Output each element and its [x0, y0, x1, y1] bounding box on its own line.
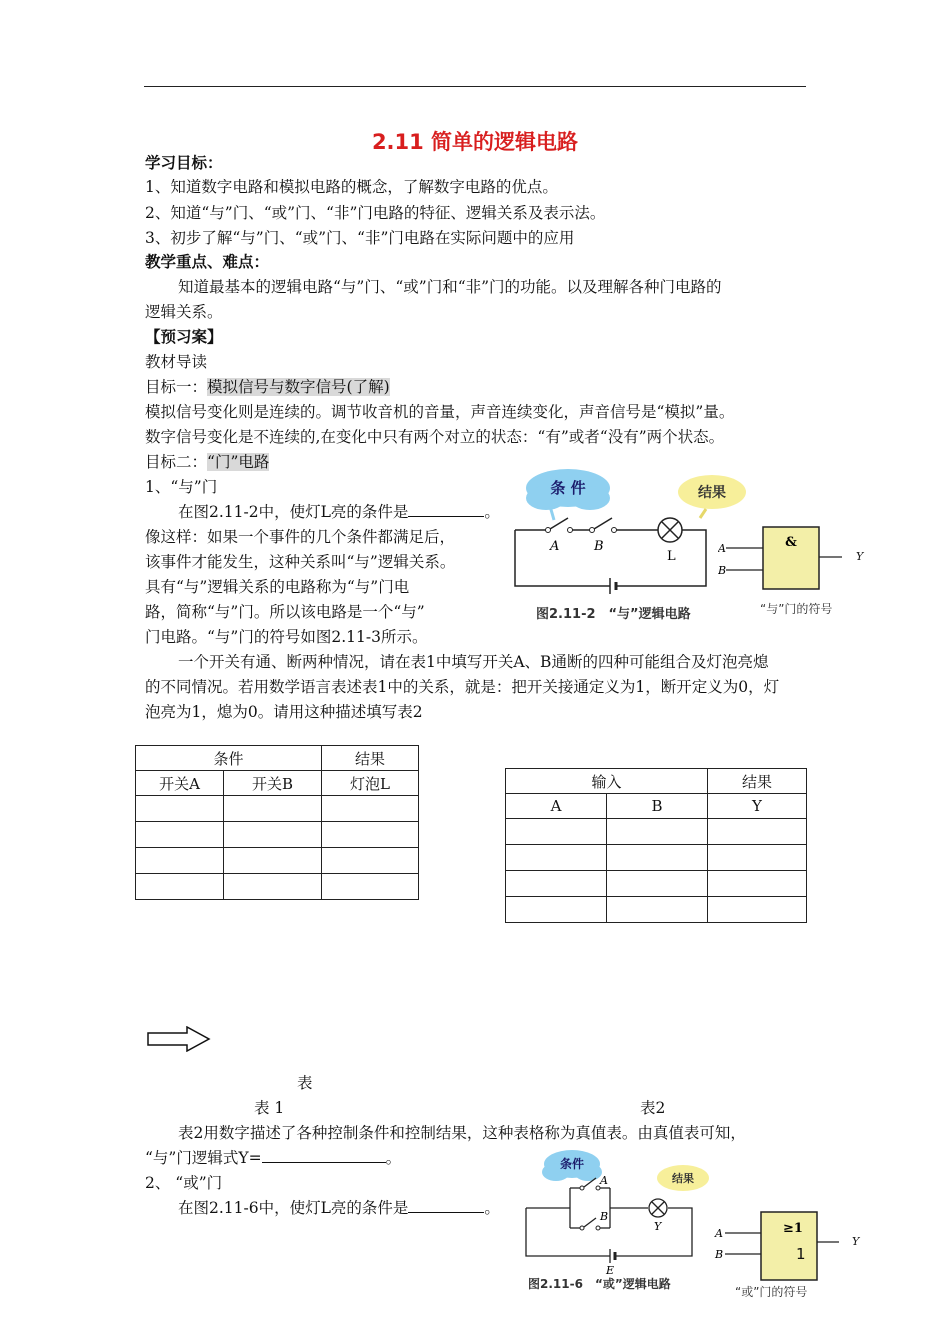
table2-header-result: 结果 — [708, 769, 807, 794]
and-gate-out-y: Y — [856, 550, 864, 563]
key-text-1: 知道最基本的逻辑电路“与”门、“或”门和“非”门的功能。以及理解各种门电路的 — [178, 278, 722, 296]
table1-header-result: 结果 — [322, 746, 419, 771]
and-gate-sign: & — [785, 535, 797, 550]
or-gate-out-y: Y — [852, 1235, 860, 1248]
and-gate-caption: “与”门的符号 — [760, 602, 833, 616]
table1-cell[interactable] — [224, 848, 322, 874]
table2-header-input: 输入 — [506, 769, 708, 794]
or-answer-blank[interactable] — [408, 1198, 484, 1213]
table2-col-b: B — [607, 794, 708, 819]
target-1 — [145, 376, 390, 398]
or-gate-sign: ≥1 — [783, 1221, 803, 1236]
table-2 — [505, 768, 807, 923]
table1-col-b: 开关B — [224, 771, 322, 796]
or-gate-in-b: B — [715, 1248, 724, 1261]
table2-col-y: Y — [708, 794, 807, 819]
or-lamp-label: Y — [654, 1220, 662, 1233]
switch-text-3: 泡亮为1，熄为0。请用这种描述填写表2 — [145, 703, 423, 721]
table1-cell[interactable] — [322, 796, 419, 822]
and-text-1: 像这样：如果一个事件的几个条件都满足后， — [145, 528, 456, 546]
and-text-4: 路，简称“与”门。所以该电路是一个“与” — [145, 603, 425, 621]
or-figure-caption: 图2.11-6 “或”逻辑电路 — [528, 1277, 671, 1291]
or-heading: 2、 “或”门 — [145, 1174, 223, 1192]
table1-cell[interactable] — [136, 822, 224, 848]
table1-cell[interactable] — [224, 874, 322, 900]
objective-2: 2、知道“与”门、“或”门、“非”门电路的特征、逻辑关系及表示法。 — [145, 204, 606, 222]
or-question — [178, 1197, 500, 1219]
table1-cell[interactable] — [136, 848, 224, 874]
and-figure-caption: 图2.11-2 “与”逻辑电路 — [536, 607, 691, 622]
and-heading: 1、“与”门 — [145, 478, 218, 496]
table1-cell[interactable] — [136, 796, 224, 822]
table-1 — [135, 745, 419, 900]
table2-cell[interactable] — [708, 845, 807, 871]
or-cloud-condition-text: 条件 — [559, 1157, 585, 1171]
and-formula-end: 。 — [385, 1149, 402, 1167]
table2-cell[interactable] — [708, 819, 807, 845]
table2-cell[interactable] — [506, 845, 607, 871]
page-title: 2.11 简单的逻辑电路 — [371, 130, 579, 154]
table2-col-a: A — [506, 794, 607, 819]
or-gate-in-a: A — [715, 1227, 723, 1240]
page-number: 1 — [796, 1245, 806, 1263]
key-text-2: 逻辑关系。 — [145, 303, 223, 321]
and-question-end: 。 — [484, 503, 500, 521]
key-heading: 教学重点、难点： — [145, 253, 270, 271]
target-2 — [145, 451, 269, 473]
digital-text: 数字信号变化是不连续的,在变化中只有两个对立的状态：“有”或者“没有”两个状态。 — [145, 428, 725, 446]
table1-cell[interactable] — [322, 848, 419, 874]
or-switch-b-icon — [584, 1218, 596, 1227]
target-2-text: “门”电路 — [207, 453, 270, 471]
cloud-result-text: 结果 — [698, 485, 726, 501]
lamp-label: L — [667, 549, 676, 564]
table1-cell[interactable] — [322, 822, 419, 848]
table-word: 表 — [297, 1074, 313, 1092]
switch-text-1: 一个开关有通、断两种情况，请在表1中填写开关A、B通断的四种可能组合及灯泡亮熄 — [178, 653, 769, 671]
target-1-text: 模拟信号与数字信号(了解) — [207, 378, 390, 396]
table1-header-condition: 条件 — [136, 746, 322, 771]
table2-cell[interactable] — [607, 871, 708, 897]
table1-col-a: 开关A — [136, 771, 224, 796]
or-lamp-icon — [649, 1199, 667, 1217]
table2-cell[interactable] — [607, 845, 708, 871]
table2-cell[interactable] — [506, 897, 607, 923]
guide-label: 教材导读 — [145, 353, 208, 371]
switch-a-label: A — [550, 539, 560, 554]
switch-b-icon — [594, 518, 612, 529]
table2-cell[interactable] — [708, 897, 807, 923]
table2-cell[interactable] — [708, 871, 807, 897]
header-rule — [144, 86, 806, 87]
or-gate-symbol — [713, 1208, 843, 1284]
target-2-prefix: 目标二： — [145, 453, 208, 471]
and-gate-in-a: A — [718, 542, 726, 555]
table-1-label: 表 1 — [254, 1099, 285, 1117]
table2-cell[interactable] — [506, 871, 607, 897]
and-gate-symbol — [718, 524, 848, 594]
switch-b-label: B — [594, 539, 604, 554]
table2-cell[interactable] — [607, 897, 708, 923]
table1-cell[interactable] — [322, 874, 419, 900]
cloud-condition-text: 条 件 — [550, 479, 586, 497]
table2-cell[interactable] — [506, 819, 607, 845]
objective-1: 1、知道数字电路和模拟电路的概念，了解数字电路的优点。 — [145, 178, 558, 196]
and-formula-blank[interactable] — [262, 1148, 386, 1163]
target-1-prefix: 目标一： — [145, 378, 208, 396]
or-cloud-result-text: 结果 — [672, 1172, 694, 1185]
and-text-3: 具有“与”逻辑关系的电路称为“与”门电 — [145, 578, 410, 596]
or-gate-caption: “或”门的符号 — [735, 1285, 808, 1299]
lamp-icon — [658, 518, 682, 542]
preview-heading: 【预习案】 — [145, 328, 223, 346]
and-formula — [145, 1147, 401, 1169]
analog-text: 模拟信号变化则是连续的。调节收音机的音量，声音连续变化，声音信号是“模拟”量。 — [145, 403, 735, 421]
and-question-text: 在图2.11-2中，使灯L亮的条件是 — [178, 503, 409, 521]
table1-cell[interactable] — [136, 874, 224, 900]
or-switch-b-label: B — [600, 1210, 609, 1223]
or-question-end: 。 — [484, 1199, 500, 1217]
or-question-text: 在图2.11-6中，使灯L亮的条件是 — [178, 1199, 409, 1217]
and-question — [178, 501, 500, 523]
right-arrow-icon — [147, 1026, 211, 1052]
and-formula-text: “与”门逻辑式Y= — [145, 1149, 262, 1167]
and-text-5: 门电路。“与”门的符号如图2.11-3所示。 — [145, 628, 428, 646]
or-switch-a-label: A — [600, 1174, 608, 1187]
switch-text-2: 的不同情况。若用数学语言表述表1中的关系，就是：把开关接通定义为1，断开定义为0，灯 — [145, 678, 780, 696]
or-battery-label: E — [606, 1264, 615, 1277]
table1-cell[interactable] — [224, 796, 322, 822]
and-answer-blank[interactable] — [408, 502, 484, 517]
and-gate-in-b: B — [718, 564, 727, 577]
and-text-2: 该事件才能发生，这种关系叫“与”逻辑关系。 — [145, 553, 456, 571]
truth-text: 表2用数字描述了各种控制条件和控制结果，这种表格称为真值表。由真值表可知， — [178, 1124, 746, 1142]
table-2-label: 表2 — [640, 1099, 666, 1117]
objective-3: 3、初步了解“与”门、“或”门、“非”门电路在实际问题中的应用 — [145, 229, 575, 247]
table2-cell[interactable] — [607, 819, 708, 845]
objectives-heading: 学习目标： — [145, 154, 223, 172]
table1-col-l: 灯泡L — [322, 771, 419, 796]
table1-cell[interactable] — [224, 822, 322, 848]
